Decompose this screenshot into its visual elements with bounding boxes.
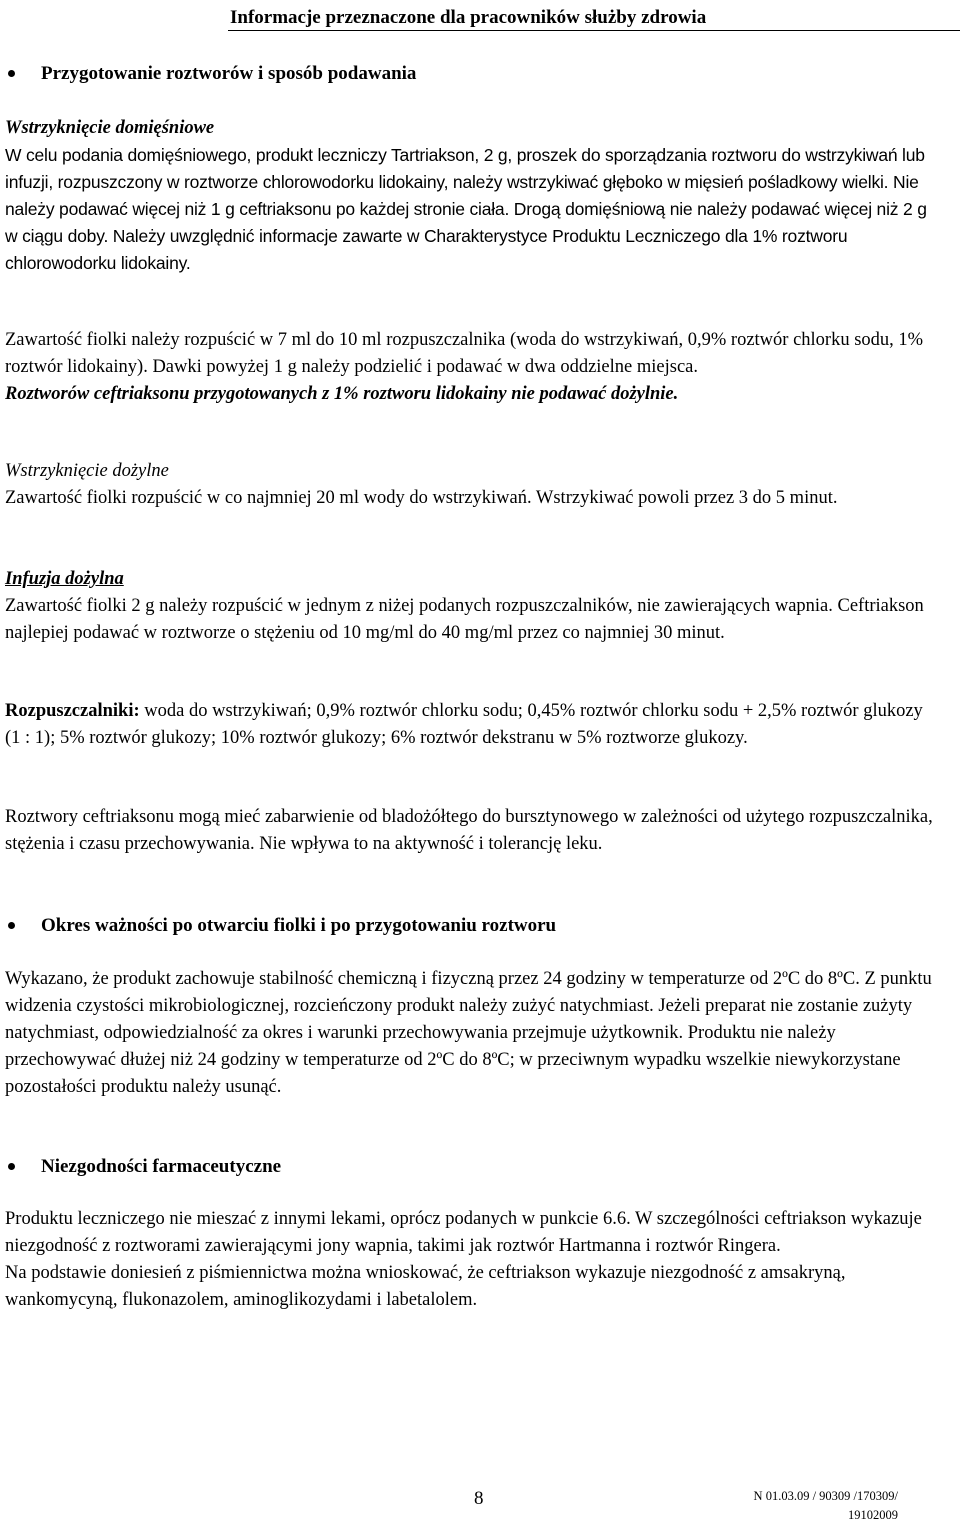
im-paragraph-2: Zawartość fiolki należy rozpuścić w 7 ml do 10 ml rozpuszczalnika (woda do wstrzykiwań, 0,9% roztwór chlorku sodu, 1% roztwór lidokainy). Dawki powyżej 1 g należy podzielić i podawać w dwa oddzielne miejsca. — [5, 330, 924, 377]
solvents-paragraph — [5, 698, 942, 752]
iv-block — [5, 458, 942, 512]
bullet-icon — [8, 1163, 15, 1170]
im-title: Wstrzyknięcie domięśniowe — [5, 118, 215, 138]
iv-text: Zawartość fiolki rozpuścić w co najmniej 20 ml wody do wstrzykiwań. Wstrzykiwać powoli przez 3 do 5 minut. — [5, 488, 838, 508]
im-text-a: W celu podania domięśniowego, produkt leczniczy Tartriakson, 2 g, proszek do sporządzania roztworu do wstrzykiwań lub infuzji, rozpuszczony w roztworze chlorowodorku lidokainy, należy wstrzykiwać głęboko w mięsień pośladkowy wielki. — [5, 145, 925, 192]
shelf-life-text: Wykazano, że produkt zachowuje stabilność chemiczną i fizyczną przez 24 godziny w temperaturze od 2ºC do 8ºC. Z punktu widzenia czystości mikrobiologicznej, rozcieńczony produkt należy zużyć natychmiast. Jeżeli preparat nie zostanie zużyty natychmiast, odpowiedzialność za okres i warunki przechowywania przejmuje użytkownik. Produktu nie należy przechowywać dłużej niż 24 godziny w temperaturze od 2ºC do 8ºC; w przeciwnym wypadku wszelkie niewykorzystane pozostałości produktu należy usunąć. — [5, 969, 932, 1097]
document-code — [746, 1487, 898, 1525]
im-paragraph-1 — [5, 142, 942, 277]
im-dosing-block — [5, 327, 942, 408]
incompatibilities-paragraph-2: Na podstawie doniesień z piśmiennictwa można wnioskować, że ceftriakson wykazuje niezgodność z amsakryną, wankomycyną, flukonazolem, aminoglikozydami i labetalolem. — [5, 1263, 846, 1310]
iv-title: Wstrzyknięcie dożylne — [5, 461, 169, 481]
solvents-block — [5, 698, 942, 752]
section-heading-text: Okres ważności po otwarciu fiolki i po przygotowaniu roztworu — [41, 915, 557, 936]
color-note-block — [5, 804, 942, 858]
infusion-block — [5, 566, 942, 647]
im-block — [5, 115, 942, 277]
page-number: 8 — [474, 1488, 484, 1509]
infusion-title: Infuzja dożylna — [5, 569, 124, 589]
section-heading-text: Przygotowanie roztworów i sposób podawania — [41, 63, 417, 84]
document-code-line-1: N 01.03.09 / 90309 /170309/ — [753, 1489, 898, 1503]
incompatibilities-paragraph-1: Produktu leczniczego nie mieszać z innymi lekami, oprócz podanych w punkcie 6.6. W szczególności ceftriakson wykazuje niezgodność z roztworami zawierającymi jony wapnia, takimi jak roztwór Hartmanna i roztwór Ringera. — [5, 1209, 922, 1256]
infusion-text: Zawartość fiolki 2 g należy rozpuścić w jednym z niżej podanych rozpuszczalników, nie zawierających wapnia. Ceftriakson najlepiej podawać w roztworze o stężeniu od 10 mg/ml do 40 mg/ml przez co najmniej 30 minut. — [5, 596, 924, 643]
im-text-b: Nie należy podawać więcej niż 1 g ceftriaksonu po każdej stronie ciała. Drogą domięśniową nie należy podawać więcej niż 2 g w ciągu doby. — [5, 172, 927, 246]
im-warning: Roztworów ceftriaksonu przygotowanych z 1% roztworu lidokainy nie podawać dożylnie. — [5, 384, 679, 404]
color-note: Roztwory ceftriaksonu mogą mieć zabarwienie od bladożółtego do bursztynowego w zależności od użytego rozpuszczalnika, stężenia i czasu przechowywania. Nie wpływa to na aktywność i tolerancję leku. — [5, 807, 933, 854]
bullet-icon — [8, 70, 15, 77]
shelf-life-block — [5, 966, 942, 1101]
bullet-icon — [8, 922, 15, 929]
solvents-label: Rozpuszczalniki: — [5, 701, 140, 721]
section-heading-shelf-life — [4, 913, 940, 939]
section-heading-text: Niezgodności farmaceutyczne — [41, 1156, 282, 1177]
incompatibilities-block — [5, 1206, 942, 1314]
section-heading-incompatibilities — [4, 1154, 940, 1180]
document-code-line-2: 19102009 — [848, 1508, 898, 1522]
im-text-c: Należy uwzględnić informacje zawarte w Charakterystyce Produktu Leczniczego dla 1% roztworu chlorowodorku lidokainy. — [5, 226, 848, 273]
page-header-title: Informacje przeznaczone dla pracowników służby zdrowia — [230, 7, 707, 28]
page-header — [228, 4, 960, 31]
solvents-text: woda do wstrzykiwań; 0,9% roztwór chlorku sodu; 0,45% roztwór chlorku sodu + 2,5% roztwór glukozy (1 : 1); 5% roztwór glukozy; 10% roztwór glukozy; 6% roztwór dekstranu w 5% roztworze glukozy. — [5, 701, 923, 748]
section-heading-preparation — [4, 61, 940, 87]
